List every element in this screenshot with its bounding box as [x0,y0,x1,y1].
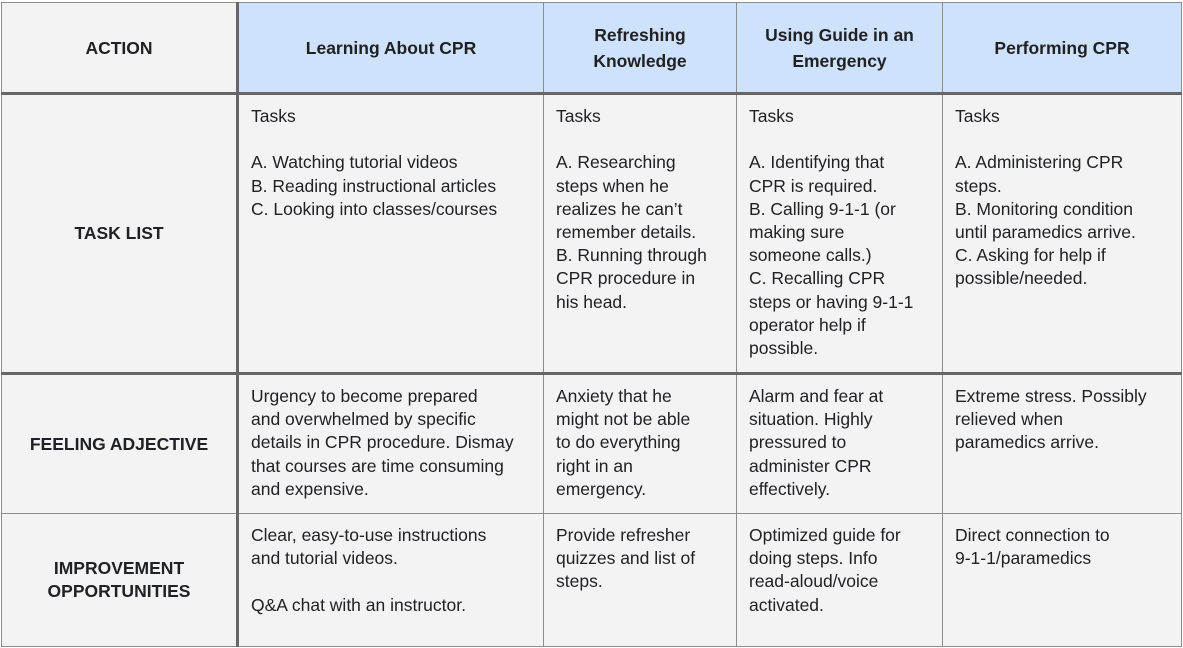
feeling-line: Extreme stress. Possibly [955,386,1147,406]
row-label-improvement-opportunities [2,514,238,647]
stage-header-emergency [737,3,943,94]
task-line: B. Monitoring condition [955,198,1134,219]
task-line: A. Researching [556,152,676,173]
feeling-line: Alarm and fear at [749,386,884,406]
tasks-heading: Tasks [251,106,296,126]
task-line: CPR is required. [749,175,878,196]
feeling-cell-performing [943,374,1182,514]
stage-header-row [2,3,1182,94]
task-cell-performing [943,94,1182,374]
task-line: making sure [749,222,845,242]
feeling-line: relieved when [955,409,1063,430]
task-line: possible. [749,338,819,359]
feeling-cell-learning [238,374,544,514]
improvement-line: activated. [749,594,824,615]
stage-header-line: Emergency [792,50,887,71]
stage-header-line: Performing CPR [994,37,1130,58]
task-line: A. Administering CPR [955,152,1124,173]
improvement-cell-refreshing [544,514,737,647]
task-line: his head. [556,291,628,312]
row-label-feeling-adjective: FEELING ADJECTIVE [2,374,238,514]
task-line: A. Watching tutorial videos [251,152,458,173]
stage-header-line: Using Guide in an [765,24,914,45]
task-cell-refreshing [544,94,737,374]
improvement-cell-performing [943,514,1182,647]
feeling-line: administer CPR [749,455,872,476]
row-label-line: IMPROVEMENT [53,558,185,578]
feeling-line: to do everything [556,432,681,453]
improvement-line: steps. [556,571,603,592]
stage-header-performing [943,3,1182,94]
stage-header-learning [238,3,544,94]
feeling-line: pressured to [749,432,847,453]
improvement-line: quizzes and list of [556,548,696,569]
stage-header-refreshing [544,3,737,94]
task-line: CPR procedure in [556,268,696,289]
improvement-line: and tutorial videos. [251,548,398,569]
row-label-line: OPPORTUNITIES [47,581,191,601]
feeling-cell-refreshing [544,374,737,514]
task-line: B. Running through [556,245,707,266]
stage-header-line: Learning About CPR [305,37,477,58]
journey-map-table [1,2,1182,647]
task-line: B. Reading instructional articles [251,175,497,196]
task-cell-learning [238,94,544,374]
improvement-line: Provide refresher [556,525,691,545]
feeling-cell-emergency [737,374,943,514]
feeling-line: and expensive. [251,478,369,499]
task-cell-emergency [737,94,943,374]
task-list-row [2,94,1182,374]
improvement-line: Q&A chat with an instructor. [251,594,466,615]
feeling-line: paramedics arrive. [955,432,1099,453]
feeling-line: right in an [556,455,633,476]
task-line: operator help if [749,314,866,335]
task-line: possible/needed. [955,268,1088,289]
feeling-line: Urgency to become prepared [251,386,478,406]
tasks-heading: Tasks [556,106,601,126]
task-line: realizes he can’t [556,198,683,219]
task-line: someone calls.) [749,245,872,266]
corner-header-action: ACTION [2,3,238,94]
row-label-task-list: TASK LIST [2,94,238,374]
improvement-line: 9-1-1/paramedics [955,548,1092,569]
stage-header-line: Refreshing [594,24,686,45]
improvement-cell-emergency [737,514,943,647]
feeling-line: details in CPR procedure. Dismay [251,432,514,453]
feeling-line: effectively. [749,478,831,499]
feeling-line: might not be able [556,409,691,430]
task-line: until paramedics arrive. [955,222,1136,242]
tasks-heading: Tasks [749,106,794,126]
task-line: steps when he [556,175,669,196]
task-line: remember details. [556,222,697,242]
task-line: A. Identifying that [749,152,885,173]
feeling-line: and overwhelmed by specific [251,409,476,430]
improvement-line: Optimized guide for [749,525,901,545]
stage-header-line: Knowledge [593,50,687,71]
feeling-line: emergency. [556,478,647,499]
task-line: C. Looking into classes/courses [251,198,498,219]
improvement-line: Direct connection to [955,525,1110,545]
feeling-line: that courses are time consuming [251,455,504,476]
improvement-row [2,514,1182,647]
feeling-line: Anxiety that he [556,386,672,406]
improvement-cell-learning [238,514,544,647]
improvement-line: doing steps. Info [749,548,878,569]
task-line: steps or having 9-1-1 [749,291,914,312]
feeling-line: situation. Highly [749,409,873,430]
task-line: steps. [955,175,1002,196]
task-line: B. Calling 9-1-1 (or [749,198,896,219]
task-line: C. Asking for help if [955,245,1106,266]
task-line: C. Recalling CPR [749,268,886,289]
feeling-row [2,374,1182,514]
tasks-heading: Tasks [955,106,1000,126]
improvement-line: read-aloud/voice [749,571,879,592]
improvement-line: Clear, easy-to-use instructions [251,525,487,545]
